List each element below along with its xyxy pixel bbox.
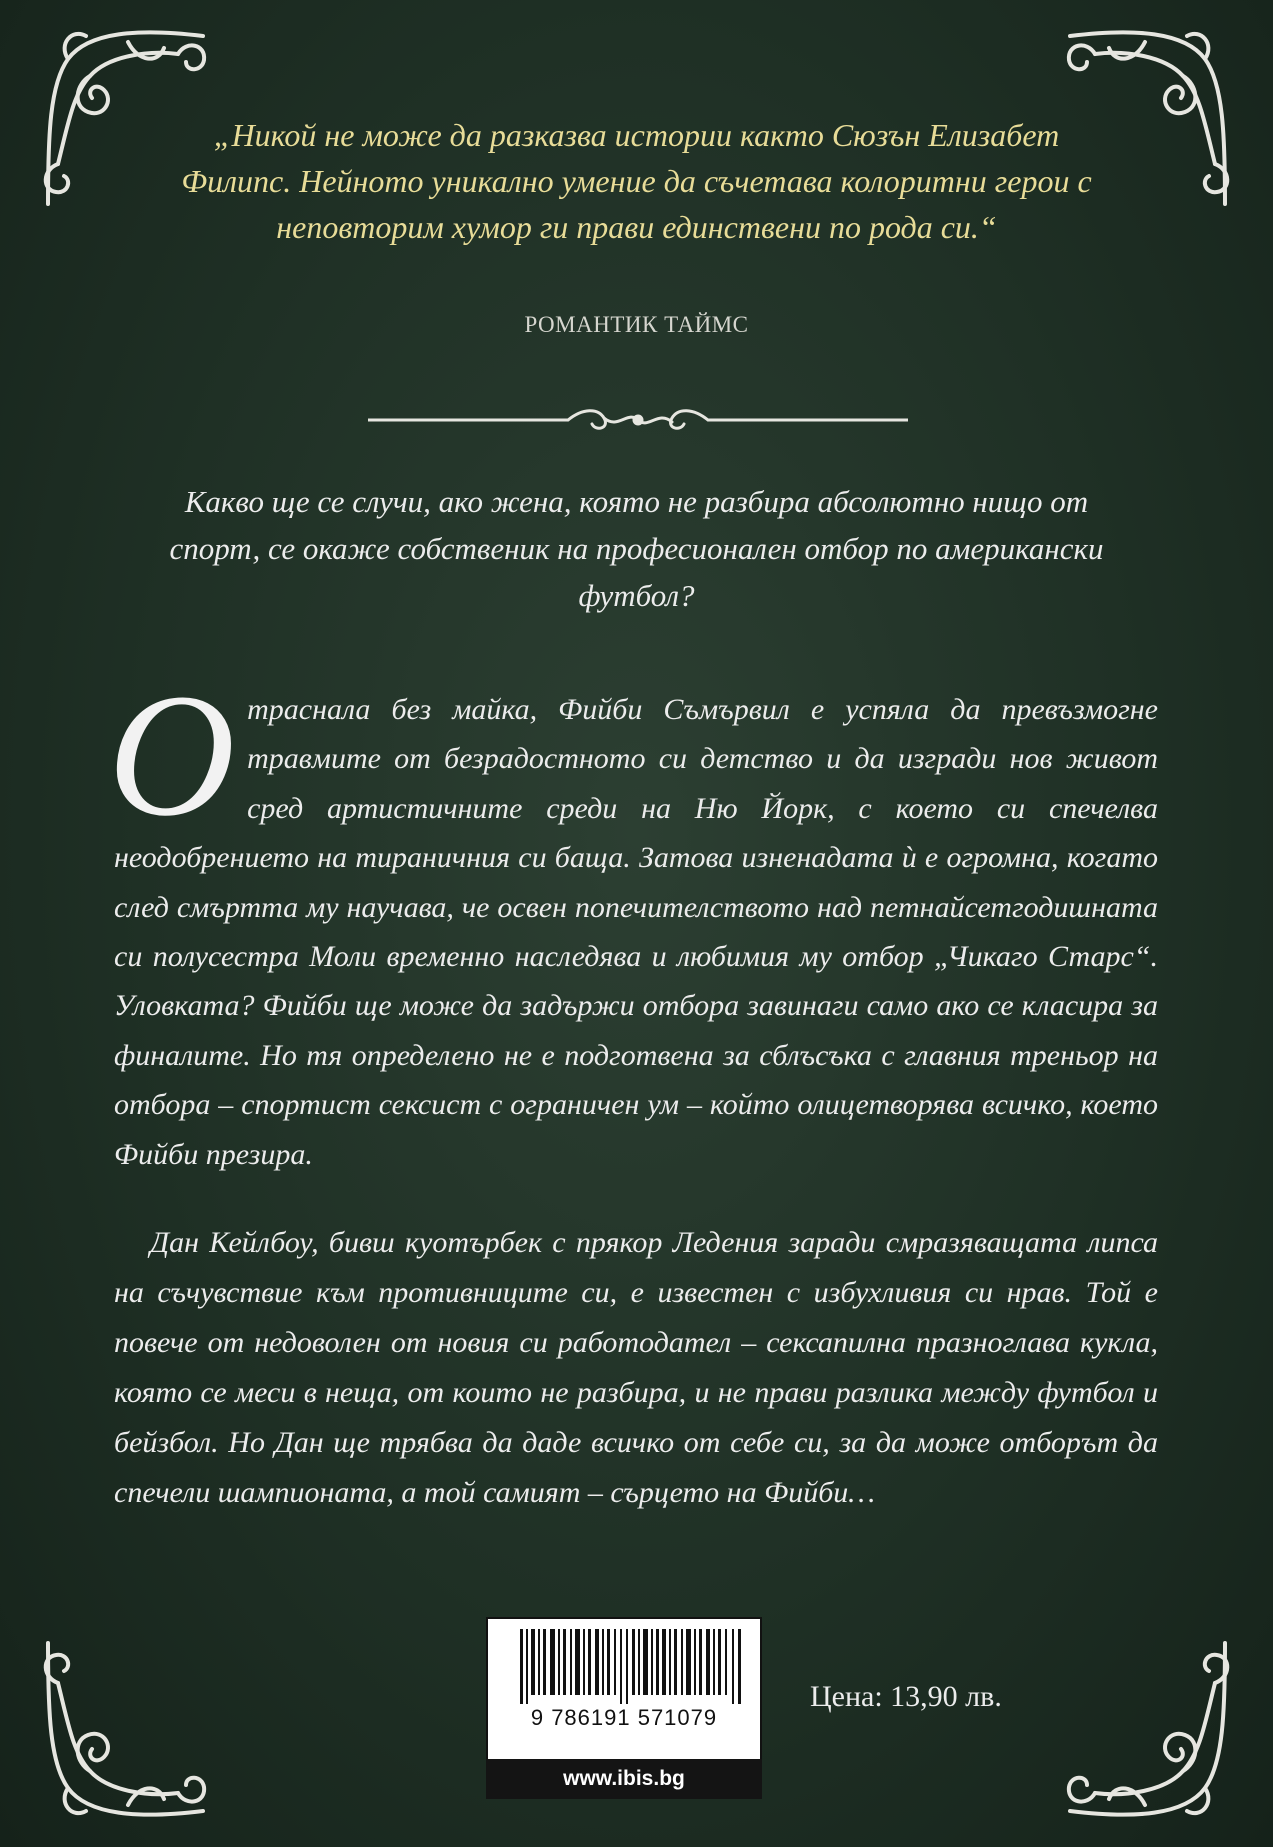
ornament-corner-bottom-left bbox=[28, 1633, 218, 1833]
ornamental-divider bbox=[368, 400, 908, 440]
review-quote: „Никой не може да разказва истории както Сюзън Елизабет Филипс. Нейното уникално умение да съчетава колоритни герои с неповторим хумор ги прави единствени по рода си.“ bbox=[181, 117, 1092, 245]
description-paragraph-2: Дан Кейлбоу, бивш куотърбек с прякор Ледения заради смразяващата липса на съчувствие към противниците си, е известен с избухливия си нрав. Той е повече от недоволен от новия си работодател – сексапилна празноглава кукла, която се меси в неща, от които не разбира, и не прави разлика между футбол и бейзбол. Но Дан ще трябва да даде всичко от себе си, за да може отборът да спечели шампионата, а той самият – сърцето на Фийби… bbox=[114, 1226, 1158, 1509]
publisher-website: www.ibis.bg bbox=[486, 1759, 762, 1799]
paragraph-1-text: траснала без майка, Фийби Съмървил е успяла да превъзмогне травмите от безрадостното си детство и да изгради нов живот сред артистичните среди на Ню Йорк, с което си спечелва неодобрението на тираничния си баща. Затова изненадата ѝ е огромна, когато след смъртта му научава, че освен попечителството над петнайсетгодишната си полусестра Моли временно наследява и любимия му отбор „Чикаго Старс“. Уловката? Фийби ще може да задържи отбора завинаги само ако се класира за финалите. Но тя определено не е подготвена за сблъсъка с главния треньор на отбора – спортист сексист с ограничен ум – който олицетворява всичко, което Фийби презира. bbox=[114, 693, 1158, 1171]
barcode bbox=[486, 1617, 762, 1763]
quote-source: РОМАНТИК ТАЙМС bbox=[524, 312, 749, 337]
isbn-number: 9 786191 571079 bbox=[530, 1705, 718, 1730]
price-label: Цена: 13,90 лв. bbox=[810, 1680, 1002, 1713]
drop-cap: О bbox=[108, 658, 236, 853]
barcode-bars bbox=[520, 1629, 744, 1704]
description-paragraph-1 bbox=[108, 658, 1158, 1179]
ornament-corner-bottom-right bbox=[1055, 1633, 1245, 1833]
teaser-question: Какво ще се случи, ако жена, която не разбира абсолютно нищо от спорт, се окаже собственик на професионален отбор по американски футбол? bbox=[169, 484, 1104, 613]
